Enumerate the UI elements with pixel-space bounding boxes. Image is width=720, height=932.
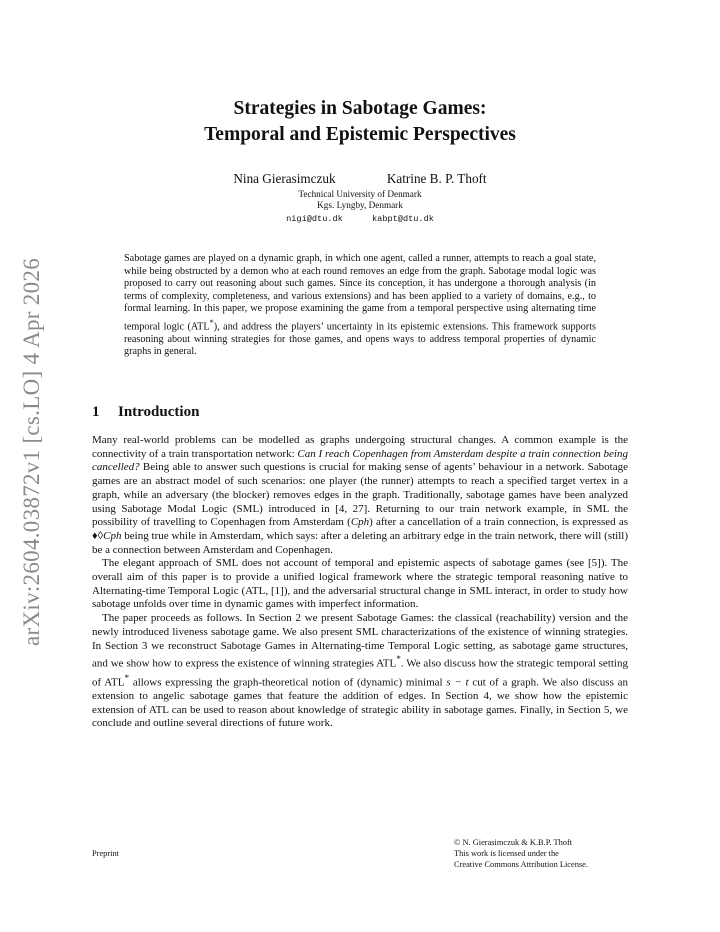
arxiv-identifier: arXiv:2604.03872v1 [cs.LO] 4 Apr 2026 bbox=[19, 258, 44, 646]
paragraph-text: allows expressing the graph-theoretical notion of (dynamic) minimal bbox=[129, 676, 447, 689]
author-name: Katrine B. P. Thoft bbox=[386, 171, 487, 186]
footer-license bbox=[454, 837, 588, 870]
paragraph: The elegant approach of SML does not account of temporal and epistemic aspects of sabotage games (see [5]). The overall aim of this paper is to provide a unified logical framework where the strategic temporal reasoning native to Alternating-time Temporal Logic (ATL, [1]), and the adversarial structural change in SML interact, in order to study how sabotage unfolds over time in dynamic games with imperfect information. bbox=[92, 557, 628, 611]
superscript-star: * bbox=[124, 672, 130, 683]
paragraph-text: ) after a cancellation of a train connection, is expressed as bbox=[369, 516, 628, 529]
abstract-text: ), and address the players’ uncertainty in its epistemic extensions. This framework supports reasoning about winning strategies for those games, and opens ways to address temporal properties of dynamic graphs in general. bbox=[124, 321, 596, 358]
affiliation bbox=[0, 189, 720, 211]
paragraph-text: cut of a graph. We also discuss an extension to angelic sabotage games that feature the addition of edges. In Section 4, we show how the epistemic extension of ATL can be used to reason about knowledge of strategic ability in sabotage games. Finally, in Section 5, we conclude and outline several directions of future work. bbox=[92, 676, 628, 730]
abstract-text: Sabotage games are played on a dynamic graph, in which one agent, called a runner, attempts to reach a goal state, while being obstructed by a demon who at each round removes an edge from the graph. Sabotage modal logic was proposed to carry out reasoning about such games. Since its conception, it has undergone a thorough analysis (in terms of complexity, completeness, and various extensions) and has been applied to a variety of domains, e.g., to formal learning. In this paper, we propose examining the game from a temporal perspective using alternating time temporal logic (ATL bbox=[124, 253, 596, 333]
section-heading bbox=[92, 404, 199, 421]
paragraph-text: . We also discuss how the strategic temporal setting of ATL bbox=[92, 657, 628, 689]
math-variable: Cph bbox=[350, 516, 370, 529]
superscript-star: * bbox=[396, 654, 401, 665]
superscript-star: * bbox=[209, 316, 214, 327]
footer-preprint-label: Preprint bbox=[92, 849, 119, 858]
affiliation-location: Kgs. Lyngby, Denmark bbox=[317, 200, 403, 210]
math-expression: s − t bbox=[446, 676, 469, 689]
author-list bbox=[0, 171, 720, 187]
license-line: Creative Commons Attribution License. bbox=[454, 860, 588, 869]
paragraph-text: Many real-world problems can be modelled as graphs undergoing structural changes. A common example is the connectivity of a train transportation network: bbox=[92, 434, 628, 460]
paragraph-text: being true while in Amsterdam, which says: after a deleting an arbitrary edge in the train network, there will (still) be a connection between Amsterdam and Copenhagen. bbox=[92, 529, 628, 556]
paragraph-text: The paper proceeds as follows. In Section 2 we present Sabotage Games: the classical (reachability) version and the newly introduced liveness sabotage game. We also present SML characterizations of the existence of winning strategies. In Section 3 we reconstruct Sabotage Games in Alternating-time Temporal Logic setting, as sabotage game structures, and we show how to express the existence of winning strategies ATL bbox=[92, 612, 628, 670]
title-line-2: Temporal and Epistemic Perspectives bbox=[204, 124, 516, 145]
abstract bbox=[124, 253, 596, 359]
paragraph bbox=[92, 434, 628, 557]
affiliation-institution: Technical University of Denmark bbox=[298, 189, 422, 199]
copyright-line: © N. Gierasimczuk & K.B.P. Thoft bbox=[454, 838, 573, 847]
author-email: nigi@dtu.dk bbox=[286, 214, 343, 224]
paragraph-text: Being able to answer such questions is crucial for making sense of agents’ behaviour in a network. Sabotage games are an abstract model of such scenarios: one player (the runner) attempts to reach a specified target vertex in a graph, while an adversary (the blocker) removes edges in the graph. Traditionally, sabotage games have been analyzed using Sabotage Modal Logic (SML) introduced in [4, 27]. Returning to our train network example, in SML the possibility of travelling to Copenhagen from Amsterdam ( bbox=[92, 461, 628, 529]
arxiv-sidebar-stamp bbox=[4, 258, 60, 646]
license-line: This work is licensed under the bbox=[454, 849, 559, 858]
introduction-body bbox=[92, 434, 628, 731]
example-question: Can I reach Copenhagen from Amsterdam despite a train connection being cancelled? bbox=[92, 447, 628, 474]
title-line-1: Strategies in Sabotage Games: bbox=[233, 98, 487, 119]
author-name: Nina Gierasimczuk bbox=[233, 171, 336, 186]
paper-title bbox=[0, 96, 720, 148]
paragraph bbox=[92, 612, 628, 731]
math-variable: Cph bbox=[103, 529, 122, 542]
sabotage-diamond-symbol: ♦◊ bbox=[92, 529, 104, 542]
section-title: Introduction bbox=[118, 404, 200, 420]
author-email: kabpt@dtu.dk bbox=[372, 214, 434, 224]
section-number: 1 bbox=[92, 404, 100, 420]
author-emails bbox=[0, 214, 720, 224]
